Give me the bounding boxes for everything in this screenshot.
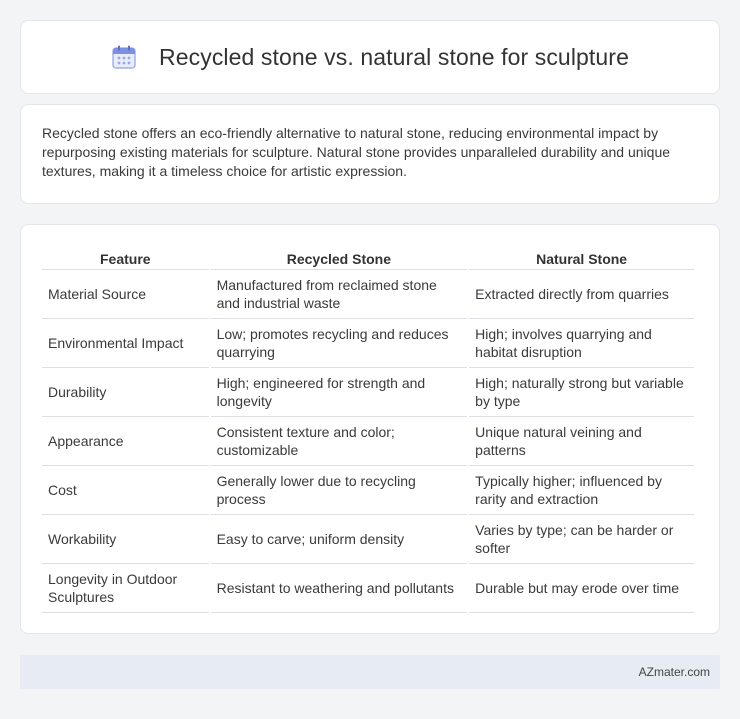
feature-cell: Longevity in Outdoor Sculptures [42,564,209,613]
recycled-cell: High; engineered for strength and longevity [211,368,468,417]
feature-cell: Durability [42,368,209,417]
recycled-cell: Low; promotes recycling and reduces quarrying [211,319,468,368]
intro-text: Recycled stone offers an eco-friendly alternative to natural stone, reducing environmental impact by repurposing existing materials for sculpture. Natural stone provides unparalleled durability and unique textures, making it a timeless choice for artistic expression. [42,125,671,179]
page-title: Recycled stone vs. natural stone for sculpture [159,43,629,70]
header-card [20,20,720,94]
table-row [42,319,694,368]
table-row [42,270,694,319]
intro-card [20,104,720,204]
table-row [42,515,694,564]
table-header-row [42,245,694,270]
feature-cell: Environmental Impact [42,319,209,368]
feature-cell: Cost [42,466,209,515]
feature-cell: Workability [42,515,209,564]
recycled-cell: Resistant to weathering and pollutants [211,564,468,613]
header-natural-stone: Natural Stone [469,245,694,270]
table-row [42,417,694,466]
natural-cell: High; involves quarrying and habitat disruption [469,319,694,368]
natural-cell: High; naturally strong but variable by type [469,368,694,417]
footer-bar [20,655,720,689]
natural-cell: Unique natural veining and patterns [469,417,694,466]
natural-cell: Durable but may erode over time [469,564,694,613]
natural-cell: Typically higher; influenced by rarity and extraction [469,466,694,515]
header-feature: Feature [42,245,209,270]
recycled-cell: Generally lower due to recycling process [211,466,468,515]
natural-cell: Extracted directly from quarries [469,270,694,319]
feature-cell: Appearance [42,417,209,466]
table-row [42,466,694,515]
recycled-cell: Easy to carve; uniform density [211,515,468,564]
footer-brand[interactable]: AZmater.com [638,665,710,679]
table-row [42,368,694,417]
natural-cell: Varies by type; can be harder or softer [469,515,694,564]
recycled-cell: Consistent texture and color; customizable [211,417,468,466]
recycled-cell: Manufactured from reclaimed stone and industrial waste [211,270,468,319]
header-recycled-stone: Recycled Stone [211,245,468,270]
calendar-icon [111,44,137,70]
feature-cell: Material Source [42,270,209,319]
comparison-card [20,224,720,634]
table-row [42,564,694,613]
comparison-table [40,245,696,613]
